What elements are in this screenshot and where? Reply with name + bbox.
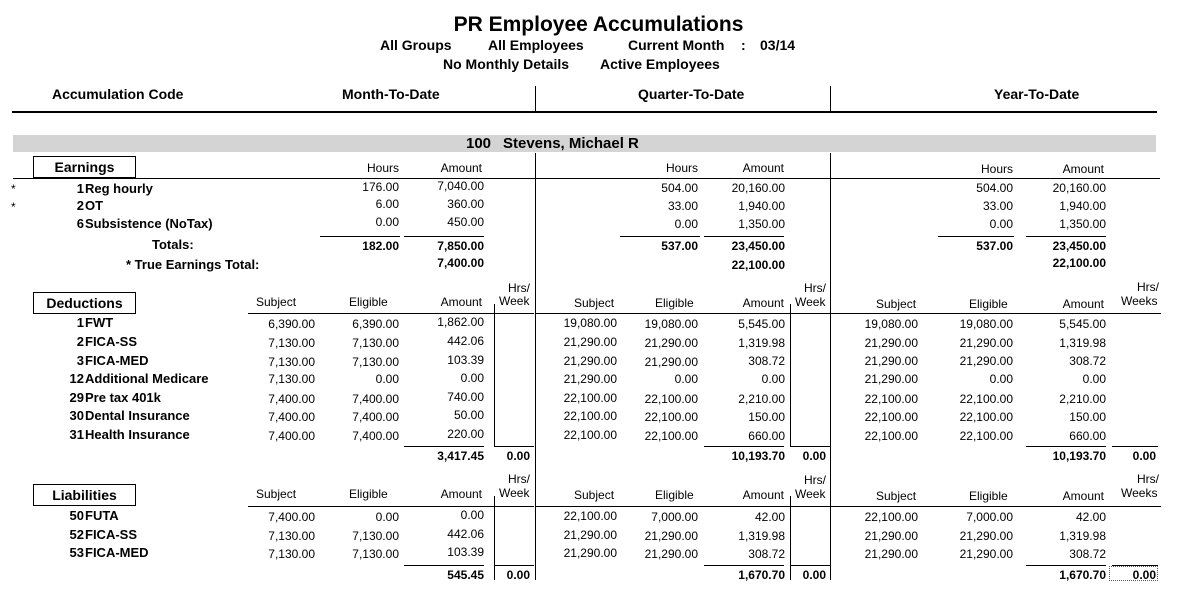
liabilities-ytd-eligible-header: Eligible (969, 489, 1008, 503)
deduction-mtd-eligible: 0.00 (375, 372, 399, 386)
deduction-qtd-amount: 5,545.00 (738, 317, 785, 331)
liabilities-mtd-eligible-header: Eligible (349, 487, 388, 501)
liability-name: FUTA (85, 508, 119, 523)
earnings-ytd-hours-header: Hours (980, 162, 1013, 176)
liabilities-total-qtd-hrs: 0.00 (802, 568, 826, 582)
deductions-total-rule (404, 446, 484, 447)
current-month-separator: : (741, 37, 746, 53)
deduction-ytd-eligible: 19,080.00 (959, 317, 1013, 331)
deduction-mtd-amount: 0.00 (460, 371, 484, 385)
deductions-mtd-eligible-header: Eligible (349, 295, 388, 309)
liability-qtd-eligible: 7,000.00 (651, 510, 698, 524)
liability-mtd-eligible: 0.00 (375, 510, 399, 524)
earnings-total-mtd-amount: 7,850.00 (437, 239, 484, 253)
deduction-mtd-eligible: 7,130.00 (352, 355, 399, 369)
group-filter: All Groups (380, 37, 452, 53)
liabilities-total-rule (1026, 565, 1106, 566)
earnings-header-rule (13, 178, 1160, 179)
liability-qtd-subject: 22,100.00 (563, 509, 617, 523)
liability-ytd-amount: 42.00 (1075, 510, 1106, 524)
earnings-total-rule (1026, 236, 1106, 237)
deductions-header-rule (831, 313, 1161, 314)
liabilities-qtd-amount-header: Amount (742, 488, 784, 502)
earnings-row-mtd-hours: 176.00 (362, 180, 399, 194)
liabilities-total-rule (790, 565, 830, 566)
liability-ytd-amount: 308.72 (1069, 547, 1106, 561)
earnings-total-rule (620, 236, 700, 237)
earnings-row-qtd-amount: 20,160.00 (731, 181, 785, 195)
deductions-header-rule (536, 313, 830, 314)
deduction-ytd-eligible: 22,100.00 (959, 392, 1013, 406)
deduction-ytd-subject: 22,100.00 (864, 410, 918, 424)
deduction-qtd-amount: 660.00 (748, 429, 785, 443)
earnings-row-code: 2 (76, 198, 84, 213)
liability-name: FICA-SS (85, 527, 137, 542)
deduction-qtd-eligible: 22,100.00 (644, 392, 698, 406)
deduction-qtd-eligible: 21,290.00 (644, 355, 698, 369)
deductions-qtd-hrs-header: Hrs/ (804, 281, 826, 295)
true-earnings-ytd: 22,100.00 (1052, 256, 1106, 270)
earnings-row-code: 6 (76, 216, 84, 231)
earnings-mtd-hours-header: Hours (366, 161, 399, 175)
earnings-row-ytd-hours: 0.00 (989, 217, 1013, 231)
deductions-qtd-subject-header: Subject (574, 296, 615, 310)
deduction-code: 29 (69, 390, 84, 405)
liabilities-mtd-hrs-divider (494, 496, 495, 580)
liabilities-qtd-eligible-header: Eligible (655, 488, 694, 502)
earnings-qtd-amount-header: Amount (742, 161, 784, 175)
liability-ytd-eligible: 21,290.00 (959, 547, 1013, 561)
liability-mtd-amount: 442.06 (447, 527, 484, 541)
earnings-row-ytd-amount: 1,940.00 (1059, 199, 1106, 213)
deduction-qtd-amount: 308.72 (748, 354, 785, 368)
earnings-section-label: Earnings (33, 156, 136, 178)
earnings-totals-label: Totals: (152, 237, 194, 252)
earnings-ytd-amount-header: Amount (1062, 162, 1104, 176)
true-earnings-label: * True Earnings Total: (126, 257, 260, 272)
column-year-to-date: Year-To-Date (994, 86, 1080, 102)
earnings-row-flag: * (11, 200, 16, 214)
header-rule (12, 111, 1157, 113)
earnings-row-mtd-amount: 450.00 (447, 215, 484, 229)
deduction-qtd-eligible: 21,290.00 (644, 336, 698, 350)
liabilities-qtd-hrs-header: Hrs/ (804, 473, 826, 487)
deductions-total-rule (1026, 446, 1106, 447)
liability-ytd-subject: 22,100.00 (864, 510, 918, 524)
deduction-qtd-subject: 21,290.00 (563, 335, 617, 349)
deduction-ytd-subject: 21,290.00 (864, 336, 918, 350)
deduction-qtd-subject: 22,100.00 (563, 391, 617, 405)
deduction-ytd-amount: 0.00 (1082, 372, 1106, 386)
deduction-code: 12 (69, 371, 84, 386)
deduction-mtd-subject: 7,400.00 (268, 429, 315, 443)
true-earnings-qtd: 22,100.00 (731, 258, 785, 272)
earnings-row-code: 1 (76, 181, 84, 196)
liability-code: 53 (69, 545, 84, 560)
deductions-ytd-subject-header: Subject (876, 297, 917, 311)
deduction-qtd-amount: 1,319.98 (738, 336, 785, 350)
deductions-total-ytd-hrs: 0.00 (1132, 449, 1156, 463)
deductions-total-qtd-hrs: 0.00 (802, 449, 826, 463)
liabilities-total-mtd-hrs: 0.00 (506, 568, 530, 582)
deduction-qtd-amount: 2,210.00 (738, 392, 785, 406)
deduction-mtd-amount: 740.00 (447, 390, 484, 404)
liability-code: 50 (69, 508, 84, 523)
section-divider-ytd (830, 153, 831, 580)
deduction-name: FICA-MED (85, 353, 149, 368)
liabilities-total-rule (704, 565, 784, 566)
deduction-name: Health Insurance (85, 427, 190, 442)
earnings-row-qtd-amount: 1,940.00 (738, 199, 785, 213)
deduction-qtd-amount: 0.00 (761, 372, 785, 386)
liabilities-header-rule (536, 506, 830, 507)
deduction-name: Additional Medicare (85, 371, 209, 386)
employee-filter: All Employees (488, 37, 584, 53)
deduction-mtd-amount: 220.00 (447, 427, 484, 441)
liabilities-mtd-week-header: Week (499, 486, 530, 500)
liabilities-mtd-subject-header: Subject (256, 487, 297, 501)
liabilities-ytd-hrs-header: Hrs/ (1137, 472, 1159, 486)
deductions-mtd-subject-header: Subject (256, 295, 297, 309)
liability-ytd-eligible: 7,000.00 (966, 510, 1013, 524)
liability-mtd-amount: 0.00 (460, 508, 484, 522)
deduction-mtd-subject: 6,390.00 (268, 317, 315, 331)
deductions-total-mtd-amount: 3,417.45 (437, 449, 484, 463)
deduction-mtd-eligible: 7,400.00 (352, 392, 399, 406)
deductions-ytd-hrs-header: Hrs/ (1137, 280, 1159, 294)
deduction-qtd-eligible: 22,100.00 (644, 410, 698, 424)
deduction-mtd-subject: 7,130.00 (268, 372, 315, 386)
deduction-ytd-amount: 2,210.00 (1059, 392, 1106, 406)
earnings-qtd-hours-header: Hours (665, 161, 698, 175)
deductions-ytd-weeks-header: Weeks (1121, 294, 1158, 308)
liabilities-total-mtd-amount: 545.45 (447, 568, 484, 582)
section-divider-qtd (535, 153, 536, 580)
liabilities-ytd-weeks-header: Weeks (1121, 486, 1158, 500)
deduction-qtd-subject: 19,080.00 (563, 316, 617, 330)
deductions-total-mtd-hrs: 0.00 (506, 449, 530, 463)
liability-qtd-amount: 1,319.98 (738, 529, 785, 543)
deduction-mtd-amount: 50.00 (453, 408, 484, 422)
current-month-label: Current Month (628, 37, 725, 53)
deductions-total-ytd-amount: 10,193.70 (1052, 449, 1106, 463)
deduction-ytd-eligible: 22,100.00 (959, 429, 1013, 443)
liabilities-qtd-week-header: Week (795, 487, 826, 501)
deduction-qtd-eligible: 19,080.00 (644, 317, 698, 331)
deduction-mtd-amount: 1,862.00 (437, 315, 484, 329)
earnings-row-ytd-amount: 1,350.00 (1059, 217, 1106, 231)
deductions-mtd-hrs-header: Hrs/ (508, 281, 530, 295)
deductions-mtd-week-header: Week (499, 294, 530, 308)
earnings-total-rule (704, 236, 784, 237)
deductions-total-rule (494, 446, 534, 447)
liability-ytd-eligible: 21,290.00 (959, 529, 1013, 543)
liabilities-qtd-subject-header: Subject (574, 488, 615, 502)
liabilities-qtd-hrs-divider (790, 496, 791, 580)
earnings-total-ytd-amount: 23,450.00 (1052, 239, 1106, 253)
earnings-row-mtd-amount: 7,040.00 (437, 179, 484, 193)
liabilities-total-ytd-amount: 1,670.70 (1059, 568, 1106, 582)
deduction-ytd-subject: 21,290.00 (864, 354, 918, 368)
earnings-row-mtd-hours: 6.00 (375, 197, 399, 211)
liabilities-total-qtd-amount: 1,670.70 (738, 568, 785, 582)
earnings-row-qtd-amount: 1,350.00 (738, 217, 785, 231)
earnings-total-ytd-hours: 537.00 (976, 239, 1013, 253)
deduction-qtd-eligible: 22,100.00 (644, 429, 698, 443)
deductions-qtd-hrs-divider (790, 304, 791, 446)
column-quarter-to-date: Quarter-To-Date (638, 86, 745, 102)
deduction-name: FICA-SS (85, 334, 137, 349)
column-accumulation-code: Accumulation Code (52, 86, 184, 102)
liability-qtd-eligible: 21,290.00 (644, 547, 698, 561)
true-earnings-mtd: 7,400.00 (437, 256, 484, 270)
deductions-mtd-hrs-divider (494, 304, 495, 446)
header-divider-ytd (830, 86, 831, 111)
deduction-ytd-eligible: 22,100.00 (959, 410, 1013, 424)
liabilities-total-rule (494, 565, 534, 566)
employee-name: Stevens, Michael R (503, 135, 639, 152)
deduction-qtd-subject: 22,100.00 (563, 409, 617, 423)
deductions-section-label: Deductions (33, 292, 136, 314)
deductions-total-qtd-amount: 10,193.70 (731, 449, 785, 463)
deductions-mtd-amount-header: Amount (440, 295, 482, 309)
deduction-mtd-subject: 7,400.00 (268, 410, 315, 424)
deduction-ytd-eligible: 21,290.00 (959, 354, 1013, 368)
deduction-ytd-amount: 5,545.00 (1059, 317, 1106, 331)
liability-qtd-amount: 308.72 (748, 547, 785, 561)
deduction-name: FWT (85, 315, 114, 330)
earnings-mtd-amount-header: Amount (440, 161, 482, 175)
liability-ytd-subject: 21,290.00 (864, 529, 918, 543)
earnings-total-rule (938, 236, 1014, 237)
earnings-total-rule (320, 236, 400, 237)
liabilities-section-label: Liabilities (33, 484, 136, 506)
earnings-row-qtd-hours: 0.00 (674, 217, 698, 231)
deduction-code: 2 (76, 334, 84, 349)
deduction-name: Dental Insurance (85, 408, 190, 423)
liability-ytd-amount: 1,319.98 (1059, 529, 1106, 543)
deduction-code: 1 (76, 315, 84, 330)
earnings-row-name: Subsistence (NoTax) (85, 216, 213, 231)
details-filter: No Monthly Details (443, 56, 570, 72)
deduction-ytd-amount: 1,319.98 (1059, 336, 1106, 350)
deduction-qtd-amount: 150.00 (748, 410, 785, 424)
report-title: PR Employee Accumulations (453, 13, 744, 36)
deduction-code: 31 (69, 427, 84, 442)
deduction-ytd-subject: 22,100.00 (864, 429, 918, 443)
deduction-mtd-amount: 103.39 (447, 353, 484, 367)
deduction-ytd-amount: 308.72 (1069, 354, 1106, 368)
liability-qtd-eligible: 21,290.00 (644, 529, 698, 543)
deduction-name: Pre tax 401k (85, 390, 161, 405)
deductions-total-rule (1112, 446, 1158, 447)
earnings-row-name: Reg hourly (85, 181, 153, 196)
liability-mtd-eligible: 7,130.00 (352, 529, 399, 543)
deduction-ytd-subject: 21,290.00 (864, 372, 918, 386)
earnings-row-qtd-hours: 504.00 (661, 181, 698, 195)
liability-name: FICA-MED (85, 545, 149, 560)
status-filter: Active Employees (600, 56, 720, 72)
earnings-row-qtd-hours: 33.00 (667, 199, 698, 213)
liabilities-mtd-amount-header: Amount (440, 487, 482, 501)
deduction-qtd-subject: 22,100.00 (563, 428, 617, 442)
earnings-total-rule (404, 236, 484, 237)
liabilities-ytd-subject-header: Subject (876, 489, 917, 503)
liability-ytd-subject: 21,290.00 (864, 547, 918, 561)
earnings-row-name: OT (85, 198, 104, 213)
earnings-total-qtd-hours: 537.00 (661, 239, 698, 253)
column-month-to-date: Month-To-Date (342, 86, 440, 102)
earnings-row-mtd-amount: 360.00 (447, 197, 484, 211)
liabilities-total-ytd-hrs: 0.00 (1132, 568, 1156, 582)
deduction-mtd-eligible: 7,130.00 (352, 336, 399, 350)
deduction-qtd-eligible: 0.00 (674, 372, 698, 386)
liability-mtd-amount: 103.39 (447, 545, 484, 559)
deduction-qtd-subject: 21,290.00 (563, 354, 617, 368)
deduction-mtd-eligible: 7,400.00 (352, 429, 399, 443)
earnings-row-flag: * (11, 182, 16, 196)
deduction-ytd-subject: 22,100.00 (864, 392, 918, 406)
deductions-qtd-week-header: Week (795, 295, 826, 309)
liabilities-total-rule (404, 565, 484, 566)
deduction-ytd-eligible: 0.00 (989, 372, 1013, 386)
earnings-row-ytd-amount: 20,160.00 (1052, 181, 1106, 195)
liability-mtd-subject: 7,130.00 (268, 529, 315, 543)
liabilities-header-rule (831, 506, 1161, 507)
deductions-ytd-eligible-header: Eligible (969, 297, 1008, 311)
deduction-code: 30 (69, 408, 84, 423)
liabilities-header-rule (248, 506, 534, 507)
deduction-mtd-subject: 7,400.00 (268, 392, 315, 406)
liability-qtd-amount: 42.00 (754, 510, 785, 524)
liabilities-mtd-hrs-header: Hrs/ (508, 472, 530, 486)
earnings-total-qtd-amount: 23,450.00 (731, 239, 785, 253)
liability-qtd-subject: 21,290.00 (563, 528, 617, 542)
deduction-ytd-amount: 150.00 (1069, 410, 1106, 424)
liability-mtd-subject: 7,400.00 (268, 510, 315, 524)
earnings-row-ytd-hours: 33.00 (982, 199, 1013, 213)
deduction-mtd-subject: 7,130.00 (268, 355, 315, 369)
deduction-mtd-eligible: 7,400.00 (352, 410, 399, 424)
deductions-header-rule (248, 313, 534, 314)
earnings-total-mtd-hours: 182.00 (362, 239, 399, 253)
header-divider-qtd (535, 86, 536, 111)
deduction-ytd-subject: 19,080.00 (864, 317, 918, 331)
deductions-qtd-eligible-header: Eligible (655, 296, 694, 310)
liability-code: 52 (69, 527, 84, 542)
deductions-qtd-amount-header: Amount (742, 296, 784, 310)
deduction-ytd-eligible: 21,290.00 (959, 336, 1013, 350)
employee-number: 100 (466, 135, 492, 152)
deductions-total-rule (704, 446, 784, 447)
deduction-qtd-subject: 21,290.00 (563, 372, 617, 386)
current-month-value: 03/14 (760, 37, 796, 53)
deduction-code: 3 (76, 353, 84, 368)
deduction-mtd-amount: 442.06 (447, 334, 484, 348)
deduction-mtd-subject: 7,130.00 (268, 336, 315, 350)
deduction-ytd-amount: 660.00 (1069, 429, 1106, 443)
deductions-ytd-amount-header: Amount (1062, 297, 1104, 311)
liability-qtd-subject: 21,290.00 (563, 546, 617, 560)
liability-mtd-subject: 7,130.00 (268, 547, 315, 561)
liabilities-ytd-amount-header: Amount (1062, 489, 1104, 503)
earnings-row-ytd-hours: 504.00 (976, 181, 1013, 195)
deduction-mtd-eligible: 6,390.00 (352, 317, 399, 331)
earnings-row-mtd-hours: 0.00 (375, 215, 399, 229)
liability-mtd-eligible: 7,130.00 (352, 547, 399, 561)
deductions-total-rule (790, 446, 830, 447)
